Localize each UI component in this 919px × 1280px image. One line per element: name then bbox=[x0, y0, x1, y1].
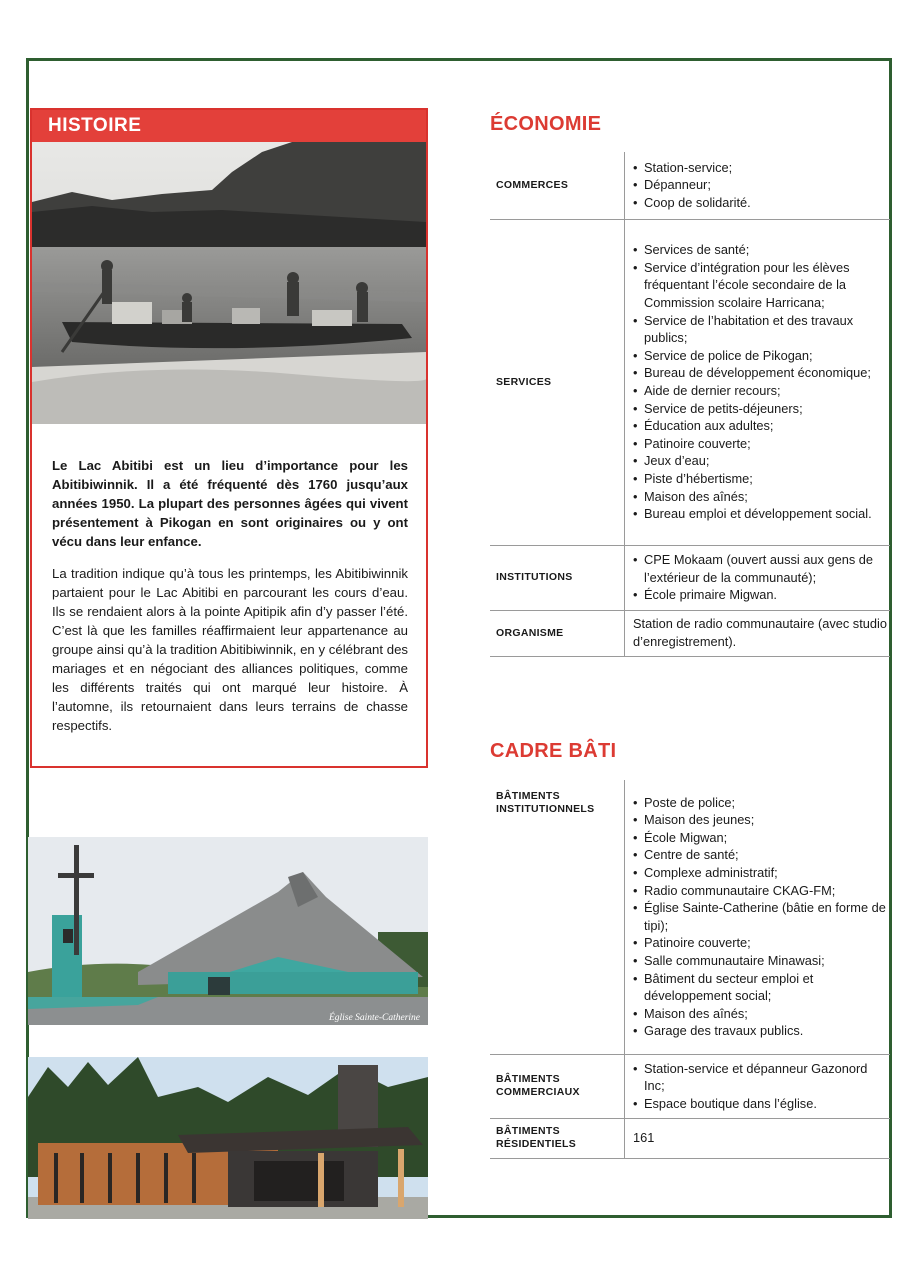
row-label bbox=[490, 1054, 625, 1118]
row-label: INSTITUTIONS bbox=[490, 545, 625, 610]
list-item: • Maison des aînés; bbox=[633, 488, 890, 506]
list-item: • Espace boutique dans l’église. bbox=[633, 1095, 890, 1113]
table-row bbox=[490, 780, 890, 1054]
table-row bbox=[490, 152, 890, 219]
cadre-bati-table bbox=[490, 780, 890, 1159]
list-item: • Service d’intégration pour les élèves fréquentant l’école secondaire de la Commission scolaire Harricana; bbox=[633, 259, 890, 312]
list-item: • Service de police de Pikogan; bbox=[633, 347, 890, 365]
canoe-photo bbox=[32, 142, 426, 424]
row-label-line: INSTITUTIONNELS bbox=[496, 803, 595, 815]
row-value: 161 bbox=[625, 1118, 891, 1158]
church-caption: Église Sainte-Catherine bbox=[328, 1013, 420, 1023]
histoire-lead-paragraph: Le Lac Abitibi est un lieu d’importance pour les Abitibiwinnik. Il a été fréquenté dès 1760 jusqu’aux années 1950. La plupart des personnes âgées qui vivent présentement à Pikogan en sont originaires ou y ont vécu dans leur enfance. bbox=[52, 458, 408, 549]
list-item: • Bureau de développement économique; bbox=[633, 364, 890, 382]
row-label: ORGANISME bbox=[490, 610, 625, 656]
list-item: • Service de l’habitation et des travaux publics; bbox=[633, 312, 890, 347]
list-item: • Centre de santé; bbox=[633, 846, 890, 864]
list-item: • CPE Mokaam (ouvert aussi aux gens de l’extérieur de la communauté); bbox=[633, 551, 890, 586]
row-label: SERVICES bbox=[490, 219, 625, 545]
list-item: • Service de petits-déjeuners; bbox=[633, 400, 890, 418]
table-row bbox=[490, 545, 890, 610]
row-label bbox=[490, 1118, 625, 1158]
list-item: • Maison des jeunes; bbox=[633, 811, 890, 829]
list-item: • Station-service et dépanneur Gazonord Inc; bbox=[633, 1060, 890, 1095]
row-value bbox=[625, 780, 891, 1054]
histoire-panel bbox=[30, 108, 428, 768]
list-item: • École Migwan; bbox=[633, 829, 890, 847]
row-label-line: COMMERCIAUX bbox=[496, 1086, 580, 1098]
row-value bbox=[625, 152, 891, 219]
row-label-line: BÂTIMENTS bbox=[496, 1073, 560, 1085]
list-item: • Garage des travaux publics. bbox=[633, 1022, 890, 1040]
list-item: • Maison des aînés; bbox=[633, 1005, 890, 1023]
list-item: • Aide de dernier recours; bbox=[633, 382, 890, 400]
table-row bbox=[490, 1118, 890, 1158]
church-photo bbox=[28, 837, 428, 1025]
economie-title: ÉCONOMIE bbox=[490, 113, 602, 135]
row-label-line: BÂTIMENTS bbox=[496, 1125, 560, 1137]
building-photo bbox=[28, 1057, 428, 1219]
list-item: • Services de santé; bbox=[633, 241, 890, 259]
table-row bbox=[490, 610, 890, 656]
row-value bbox=[625, 219, 891, 545]
list-item: • École primaire Migwan. bbox=[633, 586, 890, 604]
histoire-title: HISTOIRE bbox=[32, 110, 426, 142]
row-label-line: BÂTIMENTS bbox=[496, 790, 560, 802]
cadre-bati-title: CADRE BÂTI bbox=[490, 740, 617, 762]
list-item: • Poste de police; bbox=[633, 794, 890, 812]
list-item: • Bureau emploi et développement social. bbox=[633, 505, 890, 523]
table-row bbox=[490, 1054, 890, 1118]
list-item: • Radio communautaire CKAG-FM; bbox=[633, 882, 890, 900]
histoire-body-paragraph: La tradition indique qu’à tous les printemps, les Abitibiwinnik partaient pour le Lac Abitibi en parcourant les cours d’eau. Ils se rendaient alors à la pointe Apitipik afin d’y passer l’été. C’est là que les familles réaffirmaient leur appartenance au groupe ainsi qu’à la tradition Abitibiwinnik, en y célébrant des mariages et en négociant des alliances politiques, comme les différents traités qui ont marqué leur histoire. À l’automne, ils retournaient dans leurs terrains de chasse respectifs. bbox=[52, 566, 408, 733]
list-item: • Bâtiment du secteur emploi et développement social; bbox=[633, 970, 890, 1005]
row-value bbox=[625, 1054, 891, 1118]
list-item: • Coop de solidarité. bbox=[633, 194, 890, 212]
economie-table bbox=[490, 152, 890, 657]
table-row bbox=[490, 219, 890, 545]
row-label: COMMERCES bbox=[490, 152, 625, 219]
row-label-line: RÉSIDENTIELS bbox=[496, 1138, 577, 1150]
list-item: • Station-service; bbox=[633, 159, 890, 177]
row-value bbox=[625, 545, 891, 610]
row-label bbox=[490, 780, 625, 1054]
list-item: • Dépanneur; bbox=[633, 176, 890, 194]
list-item: • Jeux d’eau; bbox=[633, 452, 890, 470]
list-item: • Patinoire couverte; bbox=[633, 435, 890, 453]
list-item: • Église Sainte-Catherine (bâtie en forme de tipi); bbox=[633, 899, 890, 934]
list-item: • Piste d’hébertisme; bbox=[633, 470, 890, 488]
list-item: • Salle communautaire Minawasi; bbox=[633, 952, 890, 970]
list-item: • Éducation aux adultes; bbox=[633, 417, 890, 435]
list-item: • Complexe administratif; bbox=[633, 864, 890, 882]
list-item: • Patinoire couverte; bbox=[633, 934, 890, 952]
row-value: Station de radio communautaire (avec studio d’enregistrement). bbox=[625, 610, 891, 656]
